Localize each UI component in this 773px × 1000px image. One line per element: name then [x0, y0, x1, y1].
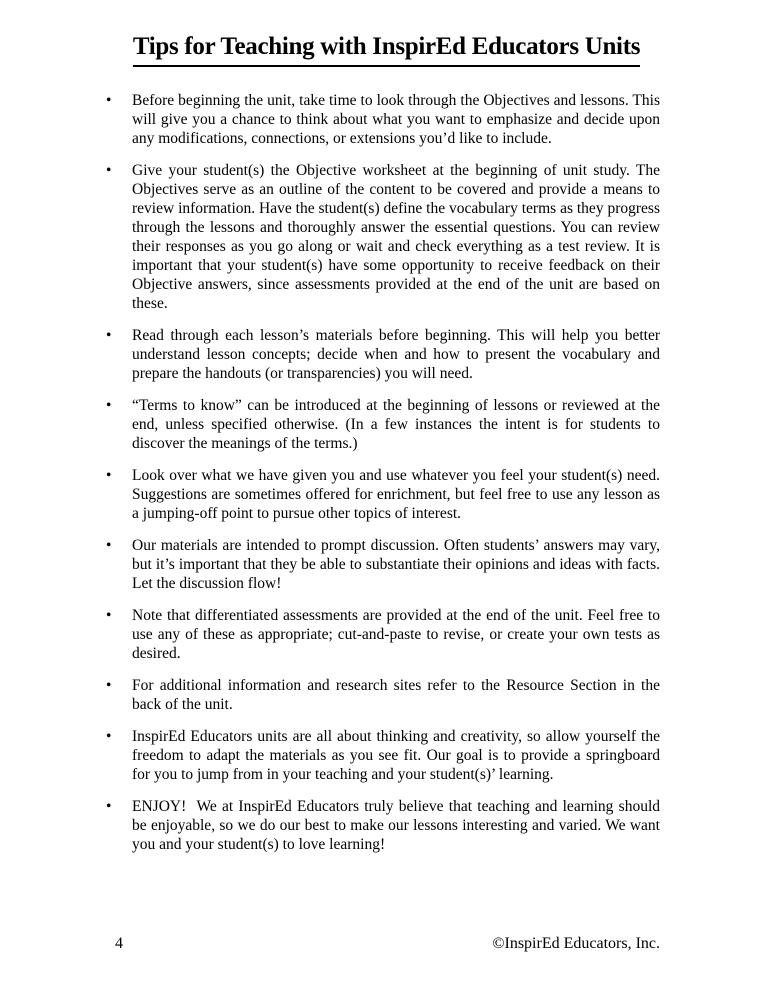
- bullet-icon: •: [106, 92, 112, 109]
- tips-list: [0, 91, 773, 854]
- bullet-text: For additional information and research sites refer to the Resource Section in the back of the unit.: [132, 677, 660, 713]
- page-number: 4: [115, 935, 123, 952]
- bullet-text: Look over what we have given you and use whatever you feel your student(s) need. Suggestions are sometimes offered for enrichment, but feel free to use any lesson as a jumping-off point to pursue other topics of interest.: [132, 467, 660, 522]
- list-item: [104, 326, 660, 383]
- bullet-text: Our materials are intended to prompt discussion. Often students’ answers may vary, but it’s important that they be able to substantiate their opinions and ideas with facts. Let the discussion flow!: [132, 537, 660, 592]
- list-item: [104, 606, 660, 663]
- bullet-text: Read through each lesson’s materials before beginning. This will help you better understand lesson concepts; decide when and how to present the vocabulary and prepare the handouts (or transparencies) you will need.: [132, 327, 660, 382]
- bullet-icon: •: [106, 162, 112, 179]
- page-footer: [115, 934, 660, 953]
- bullet-icon: •: [106, 728, 112, 745]
- list-item: [104, 466, 660, 523]
- bullet-text: “Terms to know” can be introduced at the beginning of lessons or reviewed at the end, unless specified otherwise. (In a few instances the intent is for students to discover the meanings of the terms.): [132, 397, 660, 452]
- page-title: [0, 0, 773, 67]
- bullet-icon: •: [106, 798, 112, 815]
- bullet-icon: •: [106, 327, 112, 344]
- bullet-icon: •: [106, 397, 112, 414]
- list-item: [104, 536, 660, 593]
- bullet-text: Give your student(s) the Objective worksheet at the beginning of unit study. The Objectives serve as an outline of the content to be covered and provide a means to review information. Have the student(s) define the vocabulary terms as they progress through the lessons and thoroughly answer the essential questions. You can review their responses as you go along or wait and check everything as a test review. It is important that your student(s) have some opportunity to receive feedback on their Objective answers, since assessments provided at the end of the unit are based on these.: [132, 162, 660, 312]
- bullet-icon: •: [106, 467, 112, 484]
- copyright-text: ©InspirEd Educators, Inc.: [492, 935, 660, 952]
- bullet-text: ENJOY! We at InspirEd Educators truly believe that teaching and learning should be enjoyable, so we do our best to make our lessons interesting and varied. We want you and your student(s) to love learning!: [132, 798, 660, 853]
- list-item: [104, 161, 660, 313]
- list-item: [104, 396, 660, 453]
- bullet-icon: •: [106, 537, 112, 554]
- list-item: [104, 676, 660, 714]
- bullet-icon: •: [106, 677, 112, 694]
- bullet-text: Before beginning the unit, take time to look through the Objectives and lessons. This will give you a chance to think about what you want to emphasize and decide upon any modifications, connections, or extensions you’d like to include.: [132, 92, 660, 147]
- bullet-text: Note that differentiated assessments are provided at the end of the unit. Feel free to use any of these as appropriate; cut-and-paste to revise, or create your own tests as desired.: [132, 607, 660, 662]
- bullet-icon: •: [106, 607, 112, 624]
- list-item: [104, 797, 660, 854]
- list-item: [104, 91, 660, 148]
- bullet-text: InspirEd Educators units are all about thinking and creativity, so allow yourself the freedom to adapt the materials as you see fit. Our goal is to provide a springboard for you to jump from in your teaching and your student(s)’ learning.: [132, 728, 660, 783]
- page-title-text: Tips for Teaching with InspirEd Educators Units: [133, 32, 640, 67]
- list-item: [104, 727, 660, 784]
